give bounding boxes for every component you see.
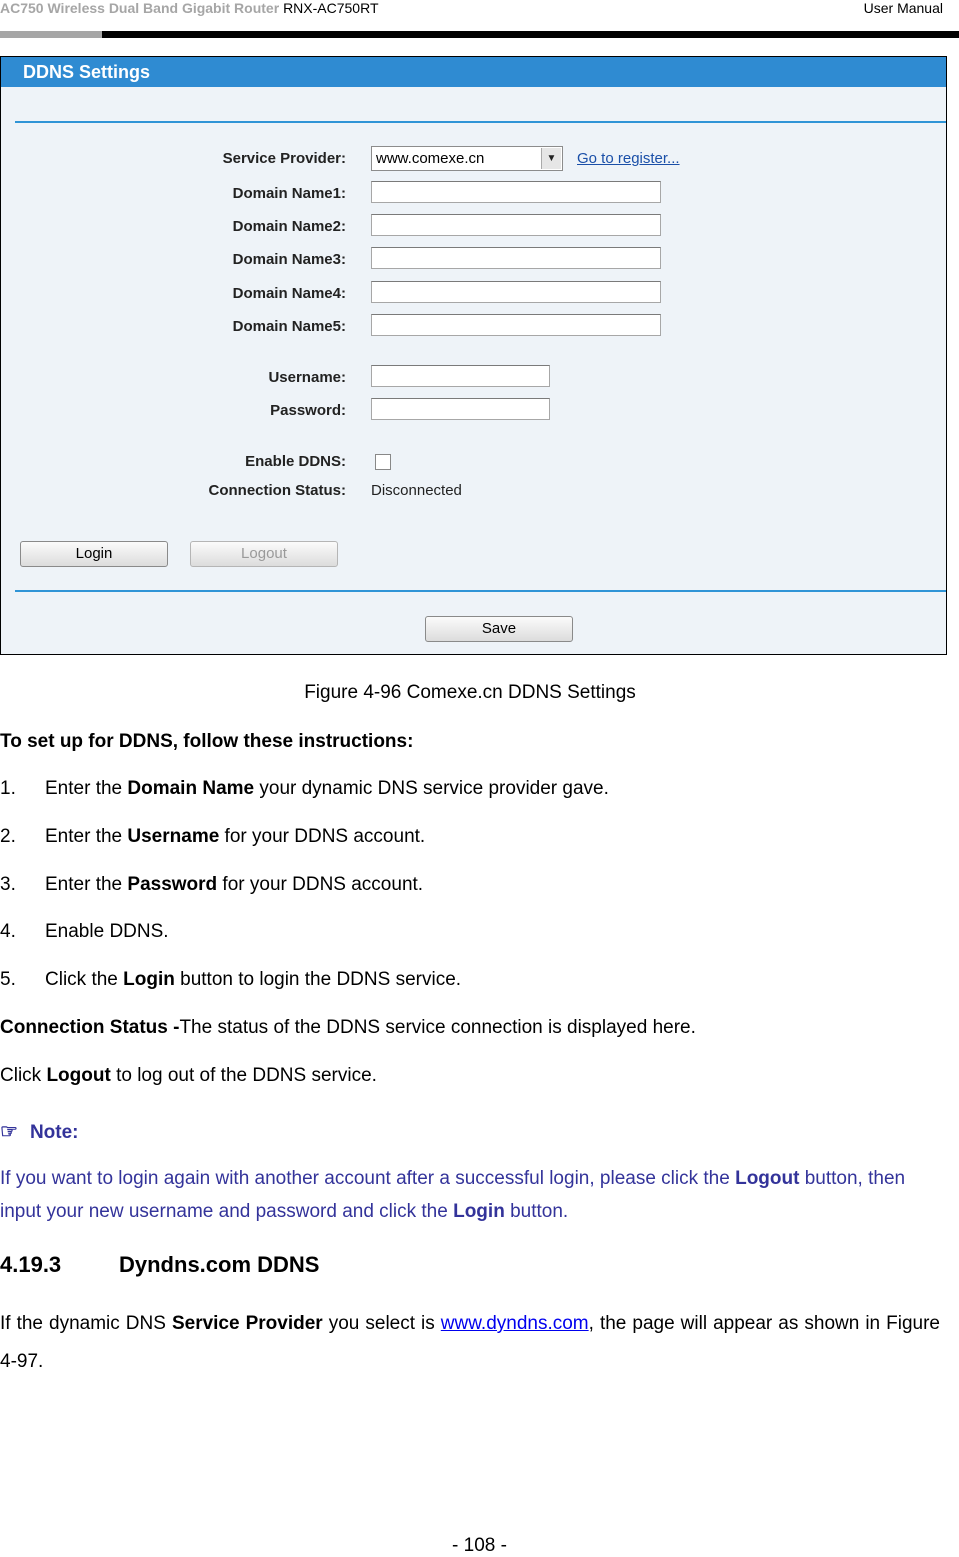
- service-provider-label: Service Provider:: [222, 150, 346, 167]
- save-button[interactable]: Save: [425, 616, 573, 642]
- header-rule-black: [102, 31, 959, 38]
- enable-ddns-checkbox[interactable]: [375, 454, 391, 470]
- step-1: 1. Enter the Domain Name your dynamic DNS service provider gave.: [0, 778, 609, 799]
- username-label: Username:: [268, 369, 346, 386]
- domain-name3-input[interactable]: [371, 247, 661, 269]
- connection-status-paragraph: Connection Status -The status of the DDNS service connection is displayed here.: [0, 1017, 696, 1038]
- domain-name3-label: Domain Name3:: [232, 251, 346, 268]
- username-input[interactable]: [371, 365, 550, 387]
- divider-top: [15, 121, 946, 123]
- domain-name4-input[interactable]: [371, 281, 661, 303]
- header-rule-grey: [0, 31, 102, 38]
- header-model: RNX-AC750RT: [283, 0, 379, 16]
- step-5: 5. Click the Login button to login the DDNS service.: [0, 969, 462, 990]
- register-link[interactable]: Go to register...: [577, 150, 680, 167]
- figure-caption: Figure 4-96 Comexe.cn DDNS Settings: [304, 682, 636, 703]
- section-heading: 4.19.3 Dyndns.com DDNS: [0, 1252, 320, 1277]
- domain-name5-label: Domain Name5:: [232, 318, 346, 335]
- page-number: - 108 -: [452, 1535, 507, 1556]
- logout-paragraph: Click Logout to log out of the DDNS service.: [0, 1065, 377, 1086]
- password-input[interactable]: [371, 398, 550, 420]
- domain-name2-input[interactable]: [371, 214, 661, 236]
- password-label: Password:: [270, 402, 346, 419]
- header-doc-type: User Manual: [863, 0, 943, 16]
- dyndns-link[interactable]: www.dyndns.com: [440, 1313, 589, 1334]
- domain-name4-label: Domain Name4:: [232, 285, 346, 302]
- logout-button[interactable]: Logout: [190, 541, 338, 567]
- panel-title: DDNS Settings: [1, 57, 946, 87]
- step-4: 4. Enable DDNS.: [0, 921, 169, 942]
- pointing-hand-icon: ☞: [0, 1121, 18, 1143]
- header-title: [0, 0, 379, 16]
- connection-status-value: Disconnected: [371, 482, 462, 499]
- service-provider-select[interactable]: [371, 146, 563, 171]
- domain-name5-input[interactable]: [371, 314, 661, 336]
- enable-ddns-label: Enable DDNS:: [245, 453, 346, 470]
- step-3: 3. Enter the Password for your DDNS account.: [0, 874, 424, 895]
- note-text: If you want to login again with another account after a successful login, please click the Logout button, then input your new username and password and click the Login button.: [0, 1168, 906, 1222]
- header-product: AC750 Wireless Dual Band Gigabit Router: [0, 0, 280, 16]
- divider-bottom: [15, 590, 946, 592]
- instructions-heading: To set up for DDNS, follow these instructions:: [0, 731, 414, 752]
- note-heading: ☞ Note:: [0, 1121, 79, 1143]
- connection-status-label: Connection Status:: [208, 482, 346, 499]
- login-button[interactable]: Login: [20, 541, 168, 567]
- service-provider-value: www.comexe.cn: [376, 150, 485, 167]
- domain-name1-input[interactable]: [371, 181, 661, 203]
- step-2: 2. Enter the Username for your DDNS account.: [0, 826, 426, 847]
- domain-name2-label: Domain Name2:: [232, 218, 346, 235]
- domain-name1-label: Domain Name1:: [232, 185, 346, 202]
- dyndns-paragraph: If the dynamic DNS Service Provider you select is www.dyndns.com, the page will appear as shown in Figure 4-97.: [0, 1313, 941, 1372]
- chevron-down-icon[interactable]: ▼: [541, 148, 561, 169]
- ddns-settings-panel: [0, 56, 947, 655]
